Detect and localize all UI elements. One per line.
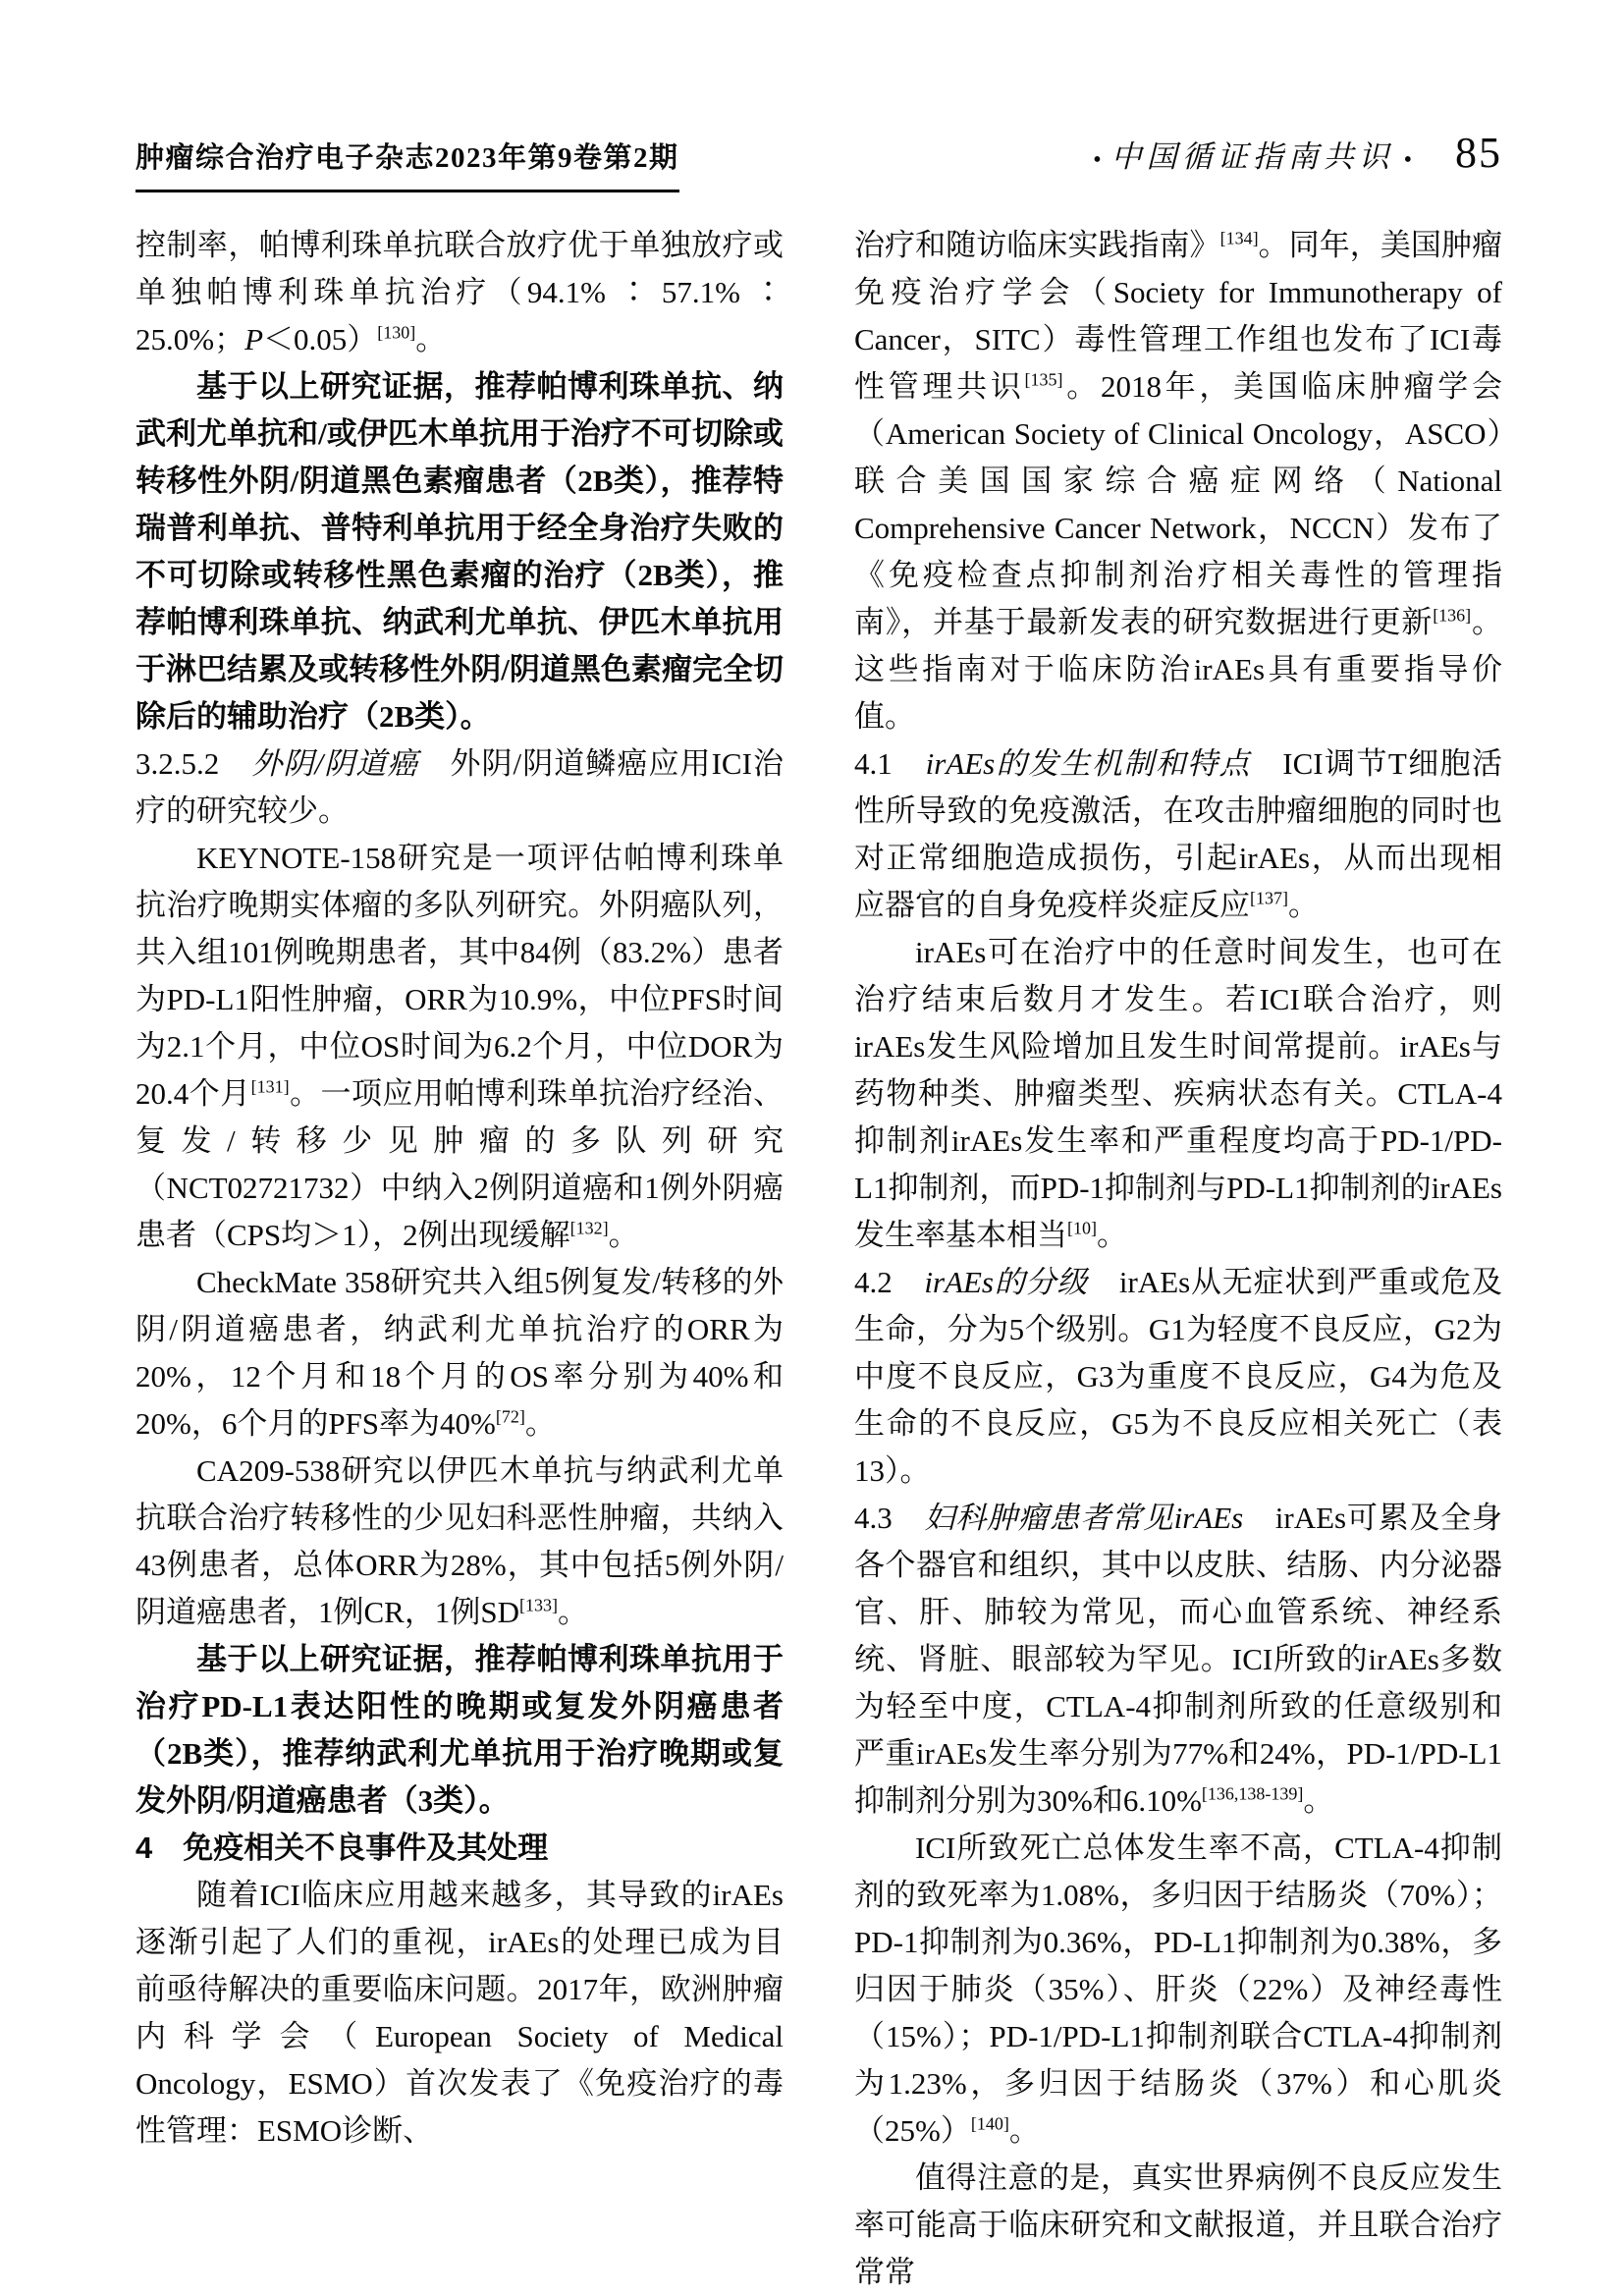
text-run: 4.1 xyxy=(854,746,893,781)
section-heading-4 xyxy=(135,1825,784,1872)
text-run: 治疗和随访临床实践指南》 xyxy=(854,228,1220,262)
subsection-heading-4-2 xyxy=(854,1259,1502,1495)
text-run xyxy=(219,746,251,781)
reference-superscript: [132] xyxy=(569,1218,609,1238)
text-run: 。 xyxy=(608,1218,639,1252)
text-run xyxy=(893,746,926,781)
text-run: 。 xyxy=(1008,2113,1040,2148)
reference-superscript: [131] xyxy=(250,1076,290,1097)
page-header xyxy=(135,128,1502,192)
text-run: irAEs从无症状到严重或危及生命，分为5个级别。G1为轻度不良反应，G2为中度不良反应，G3为重度不良反应，G4为危及生命的不良反应，G5为不良反应相关死亡（表13）。 xyxy=(854,1265,1503,1488)
two-column-body xyxy=(135,222,1502,2296)
recommendation-paragraph xyxy=(135,363,784,740)
text-run: ＜0.05） xyxy=(263,322,378,356)
text-run: 。同年，美国肿瘤免疫治疗学会（Society for Immunotherapy of Cancer，SITC）毒性管理工作组也发布了ICI毒性管理共识 xyxy=(854,228,1503,404)
reference-superscript: [133] xyxy=(518,1595,558,1615)
text-run: 外阴/阴道鳞癌应用ICI治疗的研究较少。 xyxy=(135,746,784,828)
text-run: 。 xyxy=(557,1595,588,1629)
paragraph xyxy=(135,835,784,1259)
reference-superscript: [72] xyxy=(495,1406,525,1427)
text-run: P xyxy=(244,322,264,356)
text-run xyxy=(1251,746,1282,781)
left-column xyxy=(135,222,784,2296)
text-run: CA209-538研究以伊匹木单抗与纳武利尤单抗联合治疗转移性的少见妇科恶性肿瘤，共纳入43例患者，总体ORR为28%，其中包括5例外阴/阴道癌患者，1例CR，1例SD xyxy=(135,1453,784,1629)
text-run: 。这些指南对于临床防治irAEs具有重要指导价值。 xyxy=(854,605,1503,734)
text-run: 。 xyxy=(1097,1218,1127,1252)
reference-superscript: [136,138-139] xyxy=(1201,1783,1304,1804)
subsection-heading-3-2-5-2 xyxy=(135,740,784,835)
paragraph xyxy=(135,1448,784,1636)
text-run xyxy=(893,1501,925,1535)
run-heading-kai: irAEs的发生机制和特点 xyxy=(925,746,1251,781)
text-run: 4.2 xyxy=(854,1265,893,1299)
paragraph xyxy=(854,1825,1502,2155)
text-run: ICI所致死亡总体发生率不高，CTLA-4抑制剂的致死率为1.08%，多归因于结肠炎（70%）；PD-1抑制剂为0.36%，PD-L1抑制剂为0.38%，多归因于肺炎（35%）、肝炎（22%）及神经毒性（15%）；PD-1/PD-L1抑制剂联合CTLA-4抑制剂为1.23%，多归因于结肠炎（37%）和心肌炎（25%） xyxy=(854,1831,1502,2148)
recommendation-paragraph xyxy=(135,1636,784,1825)
bullet-left-icon: • xyxy=(1093,147,1102,173)
subsection-heading-4-1 xyxy=(854,740,1502,929)
paragraph xyxy=(854,929,1502,1259)
text-run: 。 xyxy=(1288,888,1319,922)
text-run: 。2018年，美国临床肿瘤学会（American Society of Clinical Oncology，ASCO）联合美国国家综合癌症网络（National Comprehensive Cancer Network，NCCN）发布了《免疫检查点抑制剂治疗相关毒性的管理指南》，并基于最新发表的研究数据进行更新 xyxy=(854,369,1503,639)
reference-superscript: [134] xyxy=(1219,228,1259,248)
bullet-right-icon: • xyxy=(1403,147,1412,173)
subsection-heading-4-3 xyxy=(854,1495,1502,1825)
reference-superscript: [137] xyxy=(1250,888,1288,908)
reference-superscript: [10] xyxy=(1067,1218,1097,1238)
text-run xyxy=(418,746,450,781)
text-run: KEYNOTE-158研究是一项评估帕博利珠单抗治疗晚期实体瘤的多队列研究。外阴癌队列，共入组101例晚期患者，其中84例（83.2%）患者为PD-L1阳性肿瘤，ORR为10.9%，中位PFS时间为2.1个月，中位OS时间为6.2个月，中位DOR为20.4个月 xyxy=(135,841,784,1111)
text-run: 。 xyxy=(524,1406,556,1441)
page-number: 85 xyxy=(1455,129,1502,177)
text-run: 控制率，帕博利珠单抗联合放疗优于单独放疗或单独帕博利珠单抗治疗（94.1% ∶ 57.1% ∶ 25.0%； xyxy=(135,228,784,356)
text-run: 。 xyxy=(415,322,447,356)
text-run: 随着ICI临床应用越来越多，其导致的irAEs逐渐引起了人们的重视，irAEs的处理已成为目前亟待解决的重要临床问题。2017年，欧洲肿瘤内科学会（European Society of Medical Oncology，ESMO）首次发表了《免疫治疗的毒性管理：ESMO诊断、 xyxy=(135,1878,784,2148)
paragraph xyxy=(854,2155,1502,2296)
paragraph-continuation xyxy=(135,222,784,363)
text-run xyxy=(1088,1265,1119,1299)
text-run: 。一项应用帕博利珠单抗治疗经治、复发/转移少见肿瘤的多队列研究（NCT02721732）中纳入2例阴道癌和1例外阴癌患者（CPS均＞1），2例出现缓解 xyxy=(135,1076,785,1252)
paragraph xyxy=(135,1259,784,1448)
text-run: 4.3 xyxy=(854,1501,893,1535)
text-run xyxy=(893,1265,925,1299)
run-heading-kai: 妇科肿瘤患者常见irAEs xyxy=(924,1501,1244,1535)
running-head xyxy=(1083,128,1502,178)
right-column xyxy=(854,222,1502,2296)
text-run: 值得注意的是，真实世界病例不良反应发生率可能高于临床研究和文献报道，并且联合治疗常常 xyxy=(854,2160,1502,2289)
text-run: irAEs可在治疗中的任意时间发生，也可在治疗结束后数月才发生。若ICI联合治疗，则irAEs发生风险增加且发生时间常提前。irAEs与药物种类、肿瘤类型、疾病状态有关。CTLA-4抑制剂irAEs发生率和严重程度均高于PD-1/PD-L1抑制剂，而PD-1抑制剂与PD-L1抑制剂的irAEs发生率基本相当 xyxy=(854,935,1502,1252)
text-run: 。 xyxy=(1303,1783,1334,1818)
running-head-title: 中国循证指南共识 xyxy=(1110,139,1394,174)
reference-superscript: [135] xyxy=(1024,369,1063,390)
reference-superscript: [136] xyxy=(1433,605,1472,626)
text-run: ICI调节T细胞活性所导致的免疫激活，在攻击肿瘤细胞的同时也对正常细胞造成损伤，引起irAEs，从而出现相应器官的自身免疫样炎症反应 xyxy=(854,746,1503,922)
run-heading-kai: irAEs的分级 xyxy=(924,1265,1089,1299)
reference-superscript: [140] xyxy=(970,2113,1009,2134)
text-run: 3.2.5.2 xyxy=(135,746,220,781)
text-run: 4 免疫相关不良事件及其处理 xyxy=(135,1831,549,1865)
text-run xyxy=(1243,1501,1275,1535)
text-run: CheckMate 358研究共入组5例复发/转移的外阴/阴道癌患者，纳武利尤单抗治疗的ORR为20%，12个月和18个月的OS率分别为40%和20%，6个月的PFS率为40% xyxy=(135,1265,784,1441)
paragraph xyxy=(135,1872,784,2155)
text-run: 基于以上研究证据，推荐帕博利珠单抗、纳武利尤单抗和/或伊匹木单抗用于治疗不可切除或转移性外阴/阴道黑色素瘤患者（2B类），推荐特瑞普利单抗、普特利单抗用于经全身治疗失败的不可切除或转移性黑色素瘤的治疗（2B类），推荐帕博利珠单抗、纳武利尤单抗、伊匹木单抗用于淋巴结累及或转移性外阴/阴道黑色素瘤完全切除后的辅助治疗（2B类）。 xyxy=(135,369,784,734)
paragraph-continuation xyxy=(854,222,1502,740)
reference-superscript: [130] xyxy=(377,322,416,343)
text-run: irAEs可累及全身各个器官和组织，其中以皮肤、结肠、内分泌器官、肝、肺较为常见，而心血管系统、神经系统、肾脏、眼部较为罕见。ICI所致的irAEs多数为轻至中度，CTLA-4抑制剂所致的任意级别和严重irAEs发生率分别为77%和24%，PD-1/PD-L1抑制剂分别为30%和6.10% xyxy=(854,1501,1503,1818)
run-heading-kai: 外阴/阴道癌 xyxy=(251,746,419,781)
text-run: 基于以上研究证据，推荐帕博利珠单抗用于治疗PD-L1表达阳性的晚期或复发外阴癌患者（2B类），推荐纳武利尤单抗用于治疗晚期或复发外阴/阴道癌患者（3类）。 xyxy=(135,1642,784,1818)
journal-title: 肿瘤综合治疗电子杂志2023年第9卷第2期 xyxy=(135,136,679,192)
